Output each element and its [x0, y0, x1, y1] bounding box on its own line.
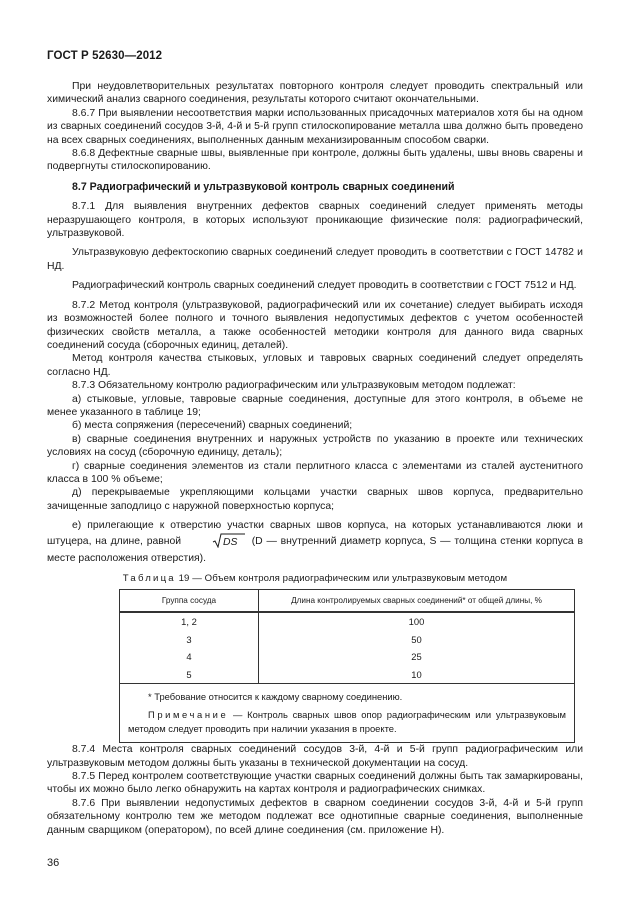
cell-group: 5 — [186, 668, 192, 680]
table-footnote: * Требование относится к каждому сварному соединению. — [148, 691, 403, 703]
formula-text: DS — [222, 536, 238, 548]
volume-table — [119, 589, 575, 743]
table-note-prefix: Примечание — [148, 709, 229, 721]
document-header: ГОСТ Р 52630—2012 — [47, 50, 163, 62]
item-e-explanation: (D — внутренний диаметр корпуса, S — толщина стенки корпуса в месте расположения отверстия). — [47, 535, 583, 564]
cell-length: 25 — [258, 648, 574, 666]
table-header-row — [120, 590, 574, 613]
paragraph: 8.7.5 Перед контролем соответствующие участки сварных соединений должны быть так замаркированы, чтобы их можно было легко обнаружить на картах контроля и радиографических снимках. — [47, 771, 583, 796]
table-note-text: — Контроль сварных швов опор радиографическим или ультразвуковым методом следует проводить при наличии указания в проекте. — [128, 709, 566, 735]
cell-group: 1, 2 — [181, 615, 197, 627]
sqrt-formula — [187, 533, 246, 552]
list-item-e — [47, 519, 583, 565]
paragraph: 8.7.2 Метод контроля (ультразвуковой, радиографический или их сочетание) следует выбирать исходя из возможностей более полного и точного выявления недопустимых дефектов с учетом особенностей физических свойств металла, а также особенностей методики контроля для данного вида сварных соединений сосуда (сборочных единиц, деталей). — [47, 299, 583, 351]
table-caption — [47, 572, 583, 585]
paragraph: При неудовлетворительных результатах повторного контроля следует проводить спектральный или химический анализ сварного соединения, результаты которого считают окончательными. — [47, 81, 583, 106]
cell-group: 4 — [186, 651, 192, 663]
cell-length: 100 — [258, 613, 574, 631]
cell-length: 10 — [258, 666, 574, 684]
paragraph: Радиографический контроль сварных соединений следует проводить в соответствии с ГОСТ 7512 и НД. — [72, 280, 577, 292]
paragraph: 8.7.3 Обязательному контролю радиографическим или ультразвуковым методом подлежат: — [72, 380, 516, 392]
table-caption-rest: 19 — Объем контроля радиографическим или ультразвуковым методом — [178, 573, 508, 585]
paragraph: Ультразвуковую дефектоскопию сварных соединений следует проводить в соответствии с ГОСТ 14782 и НД. — [47, 247, 583, 272]
section-heading: 8.7 Радиографический и ультразвуковой контроль сварных соединений — [72, 180, 455, 193]
paragraph: 8.7.1 Для выявления внутренних дефектов сварных соединений следует применять методы неразрушающего контроля, в которых используют проникающие физические поля: радиографический, ультразвуковой. — [47, 201, 583, 240]
table-row — [120, 630, 574, 648]
table-row — [120, 613, 574, 631]
table-footer — [120, 683, 574, 742]
cell-group: 3 — [186, 633, 192, 645]
list-item: в) сварные соединения внутренних и наружных устройств по указанию в проекте или технических условиях на сосуд (сборочную единицу, деталь); — [47, 433, 583, 459]
paragraph: 8.6.7 При выявлении несоответствия марки использованных присадочных материалов хотя бы на одном из сварных соединений сосудов 3-й, 4-й и 5-й групп стилоскопирование металла шва должно быть проведено на всех сварных соединениях, выполненных данным механизированным способом сварки. — [47, 107, 583, 146]
paragraph: 8.6.8 Дефектные сварные швы, выявленные при контроле, должны быть удалены, швы вновь сварены и подвергнуты стилоскопированию. — [47, 148, 583, 173]
document-body — [47, 80, 583, 837]
list-item: б) места сопряжения (пересечений) сварных соединений; — [72, 420, 353, 432]
list-item: г) сварные соединения элементов из стали перлитного класса с элементами из сталей аустенитного класса в 100 % объеме; — [47, 460, 583, 485]
page-number: 36 — [47, 857, 60, 869]
paragraph: 8.7.6 При выявлении недопустимых дефектов в сварном соединении сосудов 3-й, 4-й и 5-й групп обязательному контролю тем же методом подлежат все однотипные сварные соединения, выполненные данным сварщиком (оператором), по всей длине соединения (см. приложение Н). — [47, 797, 583, 836]
list-item: а) стыковые, угловые, тавровые сварные соединения, доступные для этого контроля, в объеме не менее указанного в таблице 19; — [47, 393, 583, 418]
paragraph: 8.7.4 Места контроля сварных соединений сосудов 3-й, 4-й и 5-й групп радиографическим или ультразвуковым методом должны быть указаны в технической документации на сосуд. — [47, 744, 583, 769]
list-item: д) перекрываемые укрепляющими кольцами участки сварных швов корпуса, предварительно зачищенные заподлицо с наружной поверхностью корпуса; — [47, 487, 583, 512]
column-header-length: Длина контролируемых сварных соединений* от общей длины, % — [258, 590, 574, 611]
table-note — [128, 708, 566, 736]
table-caption-prefix: Таблица — [122, 573, 176, 585]
table-row — [120, 666, 574, 684]
sqrt-sign-icon — [212, 533, 246, 548]
paragraph: Метод контроля качества стыковых, угловых и тавровых сварных соединений следует определять согласно НД. — [47, 353, 583, 378]
item-e-text: е) прилегающие к отверстию участки сварных швов корпуса, на которых устанавливаются люки и штуцера, на длине, равной — [47, 520, 583, 547]
cell-length: 50 — [258, 630, 574, 648]
column-header-group: Группа сосуда — [161, 595, 217, 605]
table-row — [120, 648, 574, 666]
